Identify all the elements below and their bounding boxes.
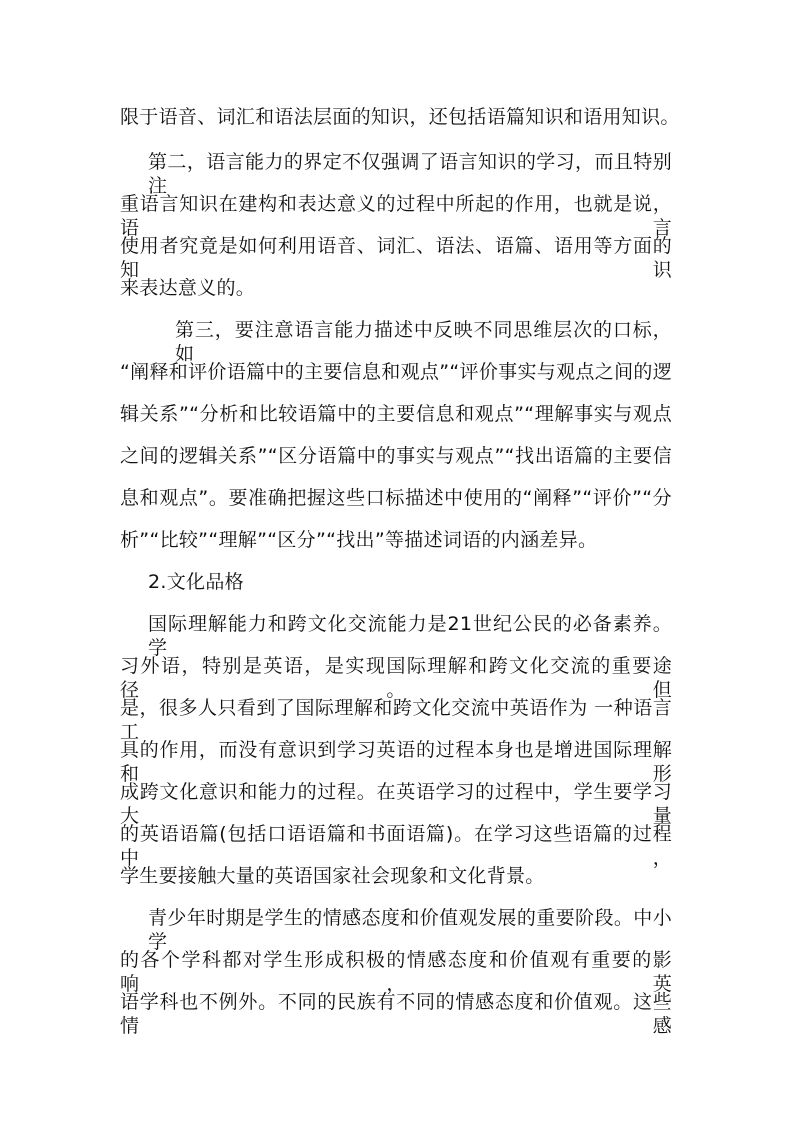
text-line: 第三，要注意语言能力描述中反映不同思维层次的口标，如 [175, 319, 672, 365]
text-line: 的英语语篇(包括口语语篇和书面语篇)。在学习这些语篇的过程中， [120, 823, 672, 869]
text-line: 第二，语言能力的界定不仅强调了语言知识的学习，而且特别注 [148, 151, 672, 197]
text-line: 之间的逻辑关系”“区分语篇中的事实与观点”“找出语篇的主要信 [120, 445, 672, 467]
text-line: 来表达意义的。 [120, 277, 256, 299]
text-line: 的各个学科都对学生形成积极的情感态度和价值观有重要的影响，英 [120, 949, 672, 995]
text-line: 国际理解能力和跨文化交流能力是21世纪公民的必备素养。学 [148, 613, 672, 659]
text-line: 学生要接触大量的英语国家社会现象和文化背景。 [120, 865, 545, 887]
text-line: 析”“比较”“理解”“区分”“找出”等描述词语的内涵差异。 [120, 529, 598, 551]
text-line: “阐释和评价语篇中的主要信息和观点”“评价事实与观点之间的逻 [120, 361, 672, 383]
text-line: 是，很多人只看到了国际理解和跨文化交流中英语作为 一种语言工 [120, 697, 672, 743]
text-line: 限于语音、词汇和语法层面的知识，还包括语篇知识和语用知识。 [120, 106, 680, 128]
text-line: 重语言知识在建构和表达意义的过程中所起的作用，也就是说，语言 [120, 193, 672, 239]
text-line: 青少年时期是学生的情感态度和价值观发展的重要阶段。中小学 [148, 907, 672, 953]
text-line: 息和观点”。要准确把握这些口标描述中使用的“阐释”“评价”“分 [120, 487, 672, 509]
text-line: 使用者究竟是如何利用语音、词汇、语法、语篇、语用等方面的知识 [120, 235, 672, 281]
text-line: 习外语，特别是英语，是实现国际理解和跨文化交流的重要途径。但 [120, 655, 672, 701]
text-line: 辑关系”“分析和比较语篇中的主要信息和观点”“理解事实与观点 [120, 403, 672, 425]
text-line: 具的作用，而没有意识到学习英语的过程本身也是增进国际理解和形 [120, 739, 672, 785]
text-line: 语学科也不例外。不同的民族有不同的情感态度和价值观。这些情感 [120, 991, 672, 1037]
text-line: 成跨文化意识和能力的过程。在英语学习的过程中，学生要学习大量 [120, 781, 672, 827]
section-heading: 2.文化品格 [148, 571, 244, 593]
